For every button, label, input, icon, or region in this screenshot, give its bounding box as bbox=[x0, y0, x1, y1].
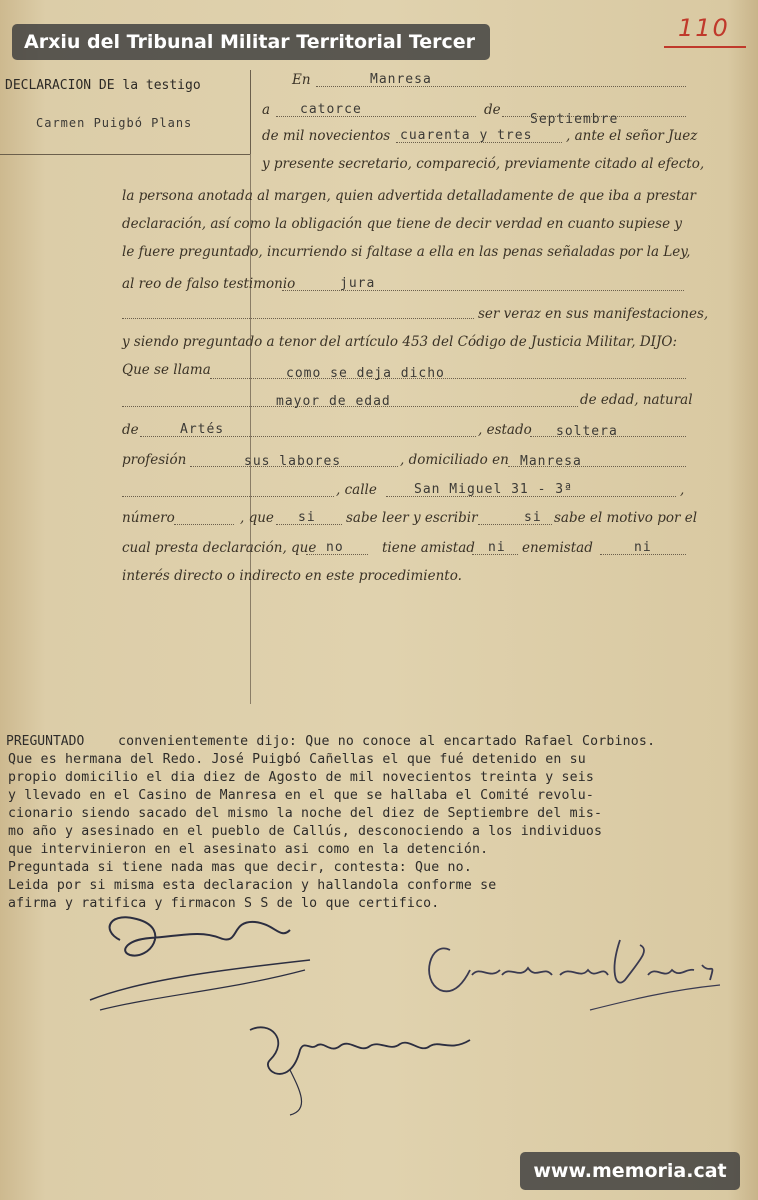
label-calle: , calle bbox=[336, 482, 377, 498]
ni-value-2: ni bbox=[634, 540, 652, 555]
text-line-10: y siendo preguntado a tenor del artículo 453 del Código de Justicia Militar, DIJO: bbox=[122, 334, 678, 350]
label-year-prefix: de mil novecientos bbox=[262, 128, 391, 144]
label-a: a bbox=[262, 102, 271, 118]
secretary-signature bbox=[230, 1010, 510, 1120]
judge-signature bbox=[80, 900, 320, 1020]
year-value: cuarenta y tres bbox=[400, 128, 533, 143]
testimony-line-9: Leida por si misma esta declaracion y hallandola conforme se bbox=[8, 878, 497, 893]
label-motive: sabe el motivo por el bbox=[554, 510, 698, 526]
label-age: de edad, natural bbox=[580, 392, 693, 408]
label-name: Que se llama bbox=[122, 362, 211, 378]
estado-value: soltera bbox=[556, 424, 618, 439]
label-numero: número bbox=[122, 510, 175, 526]
testimony-line-4: y llevado en el Casino de Manresa en el que se hallaba el Comité revolu- bbox=[8, 788, 595, 803]
text-line-7: le fuere preguntado, incurriendo si faltase a ella en las penas señaladas por la Ley, bbox=[122, 244, 691, 260]
label-que: , que bbox=[240, 510, 274, 526]
testimony-line-7: que intervinieron en el asesinato asi como en la detención. bbox=[8, 842, 489, 857]
archive-banner: Arxiu del Tribunal Militar Territorial Tercer bbox=[12, 24, 490, 60]
label-en: En bbox=[292, 72, 311, 88]
testimony-label: PREGUNTADO bbox=[6, 734, 85, 749]
testimony-line-3: propio domicilio el dia diez de Agosto de mil novecientos treinta y seis bbox=[8, 770, 595, 785]
dotted-line bbox=[174, 524, 234, 525]
age-value: mayor de edad bbox=[276, 394, 391, 409]
testimony-line-2: Que es hermana del Redo. José Puigbó Cañellas el que fué detenido en su bbox=[8, 752, 586, 767]
testimony-line-10: afirma y ratifica y firmacon S S de lo que certifico. bbox=[8, 896, 440, 911]
read-value: si bbox=[298, 510, 316, 525]
text-last-line: interés directo o indirecto en este procedimiento. bbox=[122, 568, 462, 584]
origin-value: Artés bbox=[180, 422, 225, 437]
calle-value: San Miguel 31 - 3ª bbox=[414, 482, 573, 497]
month-value: Septiembre bbox=[530, 112, 619, 127]
domicilio-value: Manresa bbox=[520, 454, 582, 469]
text-line-8: al reo de falso testimonio bbox=[122, 276, 296, 292]
label-de-origin: de bbox=[122, 422, 139, 438]
testimony-line-5: cionario siendo sacado del mismo la noche del diez de Septiembre del mis- bbox=[8, 806, 603, 821]
margin-divider bbox=[250, 154, 251, 704]
dotted-line bbox=[210, 378, 686, 379]
testimony-line-8: Preguntada si tiene nada mas que decir, contesta: Que no. bbox=[8, 860, 472, 875]
label-de: de bbox=[484, 102, 501, 118]
footer-banner: www.memoria.cat bbox=[520, 1152, 740, 1190]
amistad-value: no bbox=[326, 540, 344, 555]
page-number-underline bbox=[664, 46, 746, 48]
label-estado: , estado bbox=[478, 422, 532, 438]
label-enemistad: enemistad bbox=[522, 540, 593, 556]
text-line-4: y presente secretario, compareció, previamente citado al efecto, bbox=[262, 156, 705, 172]
label-domicilio: , domiciliado en bbox=[400, 452, 509, 468]
oath-value: jura bbox=[340, 276, 376, 291]
witness-name: Carmen Puigbó Plans bbox=[36, 116, 193, 130]
text-line-6: declaración, así como la obligación que tiene de decir verdad en cuanto supiese y bbox=[122, 216, 682, 232]
dotted-line bbox=[122, 496, 334, 497]
motive-value: si bbox=[524, 510, 542, 525]
label-read: sabe leer y escribir bbox=[346, 510, 478, 526]
place-value: Manresa bbox=[370, 72, 432, 87]
day-value: catorce bbox=[300, 102, 362, 117]
profesion-value: sus labores bbox=[244, 454, 342, 469]
label-cual: cual presta declaración, que bbox=[122, 540, 317, 556]
testimony-line-6: mo año y asesinado en el pueblo de Callús, desconociendo a los individuos bbox=[8, 824, 603, 839]
label-amistad: tiene amistad bbox=[382, 540, 475, 556]
declaration-title: DECLARACION DE la testigo bbox=[5, 78, 201, 93]
name-value: como se deja dicho bbox=[286, 366, 445, 381]
page-number: 110 bbox=[678, 14, 730, 42]
dotted-line bbox=[122, 318, 474, 319]
testimony-line-1: convenientemente dijo: Que no conoce al encartado Rafael Corbinos. bbox=[118, 734, 656, 749]
ni-value-1: ni bbox=[488, 540, 506, 555]
text-line-5: la persona anotada al margen, quien advertida detalladamente de que iba a prestar bbox=[122, 188, 696, 204]
label-profesion: profesión bbox=[122, 452, 187, 468]
text-line-9: ser veraz en sus manifestaciones, bbox=[478, 306, 709, 322]
label-before-judge: , ante el señor Juez bbox=[566, 128, 698, 144]
label-comma: , bbox=[680, 482, 685, 498]
